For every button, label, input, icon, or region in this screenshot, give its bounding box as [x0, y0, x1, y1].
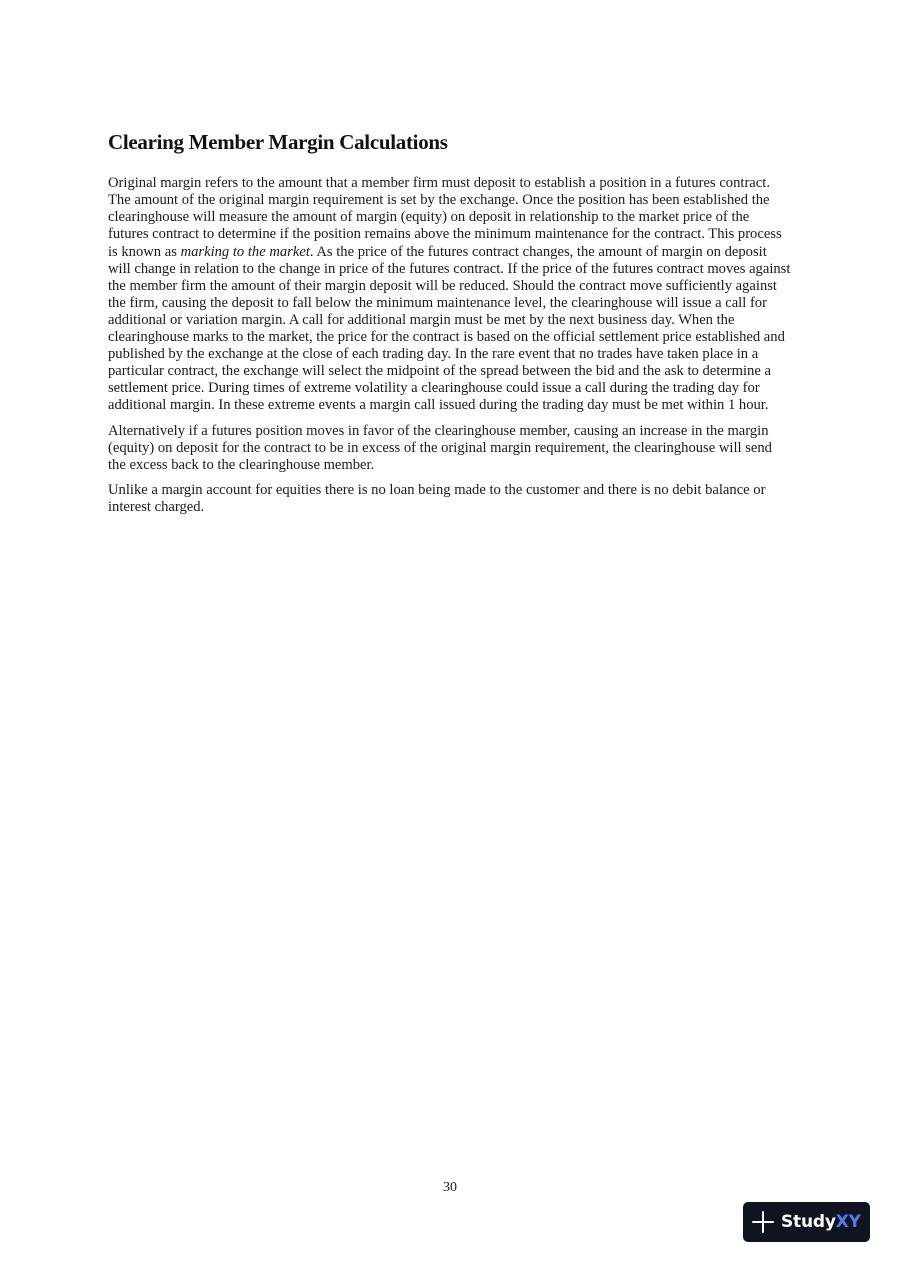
paragraph-1-emphasis: marking to the market	[180, 243, 310, 260]
plus-icon	[752, 1211, 774, 1233]
studyxy-logo-badge[interactable]	[743, 1202, 870, 1242]
brand-word-xy: XY	[835, 1211, 861, 1232]
paragraph-1-text-start: Original margin refers to the amount that a member firm must deposit to establish a position in a futures contract. The amount of the original margin requirement is set by the exchange. Once the position has been established the clearinghouse will measure the amount of margin (equity) on deposit in relationship to the market price of the futures contract to determine if the position remains above the minimum maintenance for the contract. This process is known as	[108, 175, 782, 260]
paragraph-original-margin	[108, 175, 792, 414]
paragraph-alternative-favor: Alternatively if a futures position moves in favor of the clearinghouse member, causing an increase in the margin (equity) on deposit for the contract to be in excess of the original margin requirement, the clearinghouse will send the excess back to the clearinghouse member.	[108, 422, 772, 473]
document-content	[108, 130, 792, 524]
studyxy-brand-text	[781, 1211, 861, 1232]
paragraph-1-text-end: . As the price of the futures contract changes, the amount of margin on deposit will change in relation to the change in price of the futures contract. If the price of the futures contract moves against the member firm the amount of their margin deposit will be reduced. Should the contract move sufficiently against the firm, causing the deposit to fall below the minimum maintenance level, the clearinghouse will issue a call for additional or variation margin. A call for additional margin must be met by the next business day. When the clearinghouse marks to the market, the price for the contract is based on the official settlement price established and published by the exchange at the close of each trading day. In the rare event that no trades have taken place in a particular contract, the exchange will select the midpoint of the spread between the bid and the ask to determine a settlement price. During times of extreme volatility a clearinghouse could issue a call during the trading day for additional margin. In these extreme events a margin call issued during the trading day must be met within 1 hour.	[108, 243, 791, 414]
section-title: Clearing Member Margin Calculations	[108, 130, 448, 154]
brand-word-study: Study	[781, 1211, 836, 1232]
paragraph-equities-comparison: Unlike a margin account for equities there is no loan being made to the customer and there is no debit balance or interest charged.	[108, 481, 766, 515]
page-number: 30	[443, 1180, 457, 1195]
